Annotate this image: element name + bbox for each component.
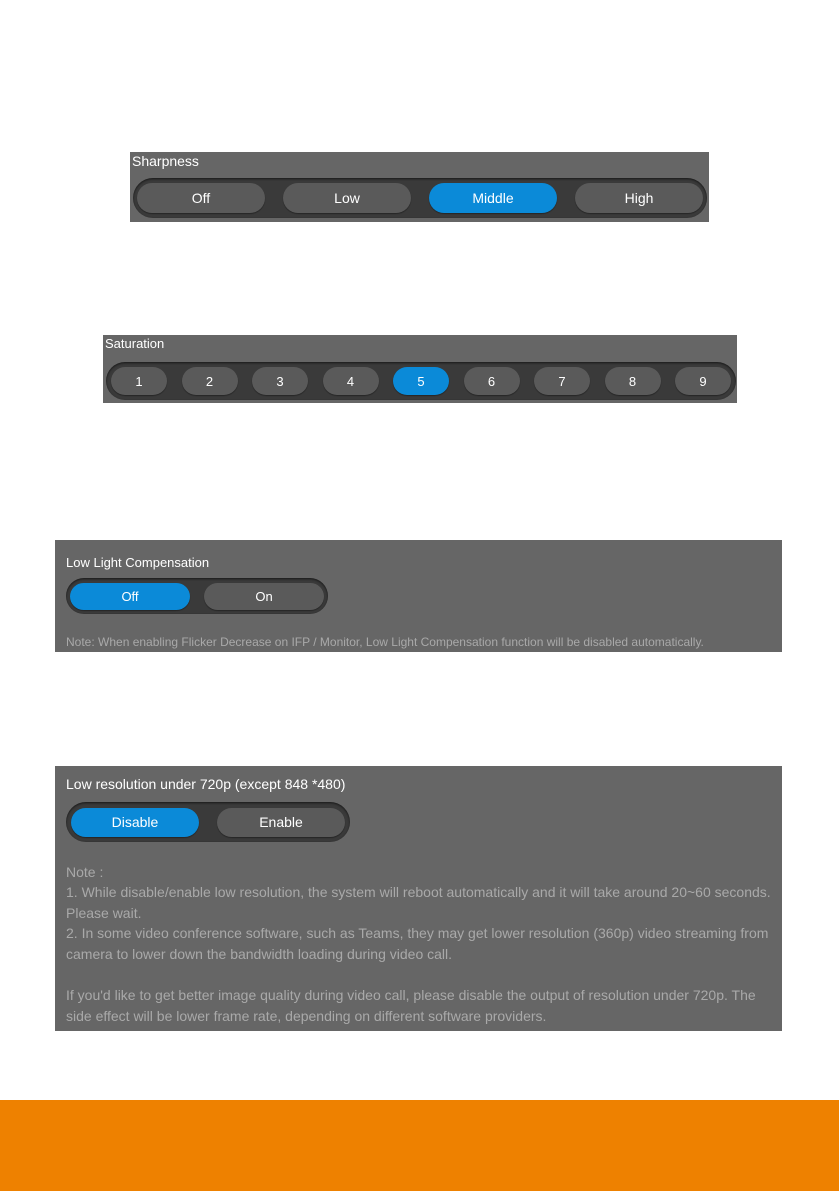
low-resolution-note-heading: Note :	[66, 864, 104, 880]
low-resolution-note-3: If you'd like to get better image quality during video call, please disable the output of resolution under 720p. The side effect will be lower frame rate, depending on different software providers.	[66, 987, 756, 1024]
low-light-segmented-control	[66, 578, 328, 614]
sharpness-title: Sharpness	[132, 153, 199, 169]
low-resolution-segmented-control	[66, 802, 350, 842]
low-resolution-title: Low resolution under 720p (except 848 *480)	[66, 776, 346, 792]
sharpness-panel	[130, 152, 709, 222]
saturation-segmented-control	[106, 362, 736, 400]
saturation-option-9[interactable]: 9	[675, 367, 731, 395]
saturation-panel	[103, 335, 737, 403]
saturation-option-6[interactable]: 6	[464, 367, 520, 395]
sharpness-option-off[interactable]: Off	[137, 183, 265, 213]
low-light-option-off[interactable]: Off	[70, 583, 190, 610]
low-resolution-option-disable[interactable]: Disable	[71, 808, 199, 837]
sharpness-option-high[interactable]: High	[575, 183, 703, 213]
low-resolution-note-2: 2. In some video conference software, such as Teams, they may get lower resolution (360p) video streaming from camera to lower down the bandwidth loading during video call.	[66, 925, 769, 962]
saturation-option-4[interactable]: 4	[323, 367, 379, 395]
low-light-panel	[55, 540, 782, 652]
saturation-option-2[interactable]: 2	[182, 367, 238, 395]
low-light-note: Note: When enabling Flicker Decrease on IFP / Monitor, Low Light Compensation function will be disabled automatically.	[66, 635, 704, 649]
saturation-option-7[interactable]: 7	[534, 367, 590, 395]
low-light-title: Low Light Compensation	[66, 555, 210, 570]
sharpness-option-low[interactable]: Low	[283, 183, 411, 213]
sharpness-option-middle[interactable]: Middle	[429, 183, 557, 213]
footer-bar	[0, 1100, 839, 1191]
saturation-option-3[interactable]: 3	[252, 367, 308, 395]
saturation-option-5[interactable]: 5	[393, 367, 449, 395]
low-resolution-note-1: 1. While disable/enable low resolution, the system will reboot automatically and it will take around 20~60 seconds. Please wait.	[66, 884, 771, 921]
saturation-title: Saturation	[105, 336, 165, 351]
low-resolution-panel	[55, 766, 782, 1031]
saturation-option-8[interactable]: 8	[605, 367, 661, 395]
low-resolution-option-enable[interactable]: Enable	[217, 808, 345, 837]
sharpness-segmented-control	[133, 178, 707, 218]
low-light-option-on[interactable]: On	[204, 583, 324, 610]
saturation-option-1[interactable]: 1	[111, 367, 167, 395]
